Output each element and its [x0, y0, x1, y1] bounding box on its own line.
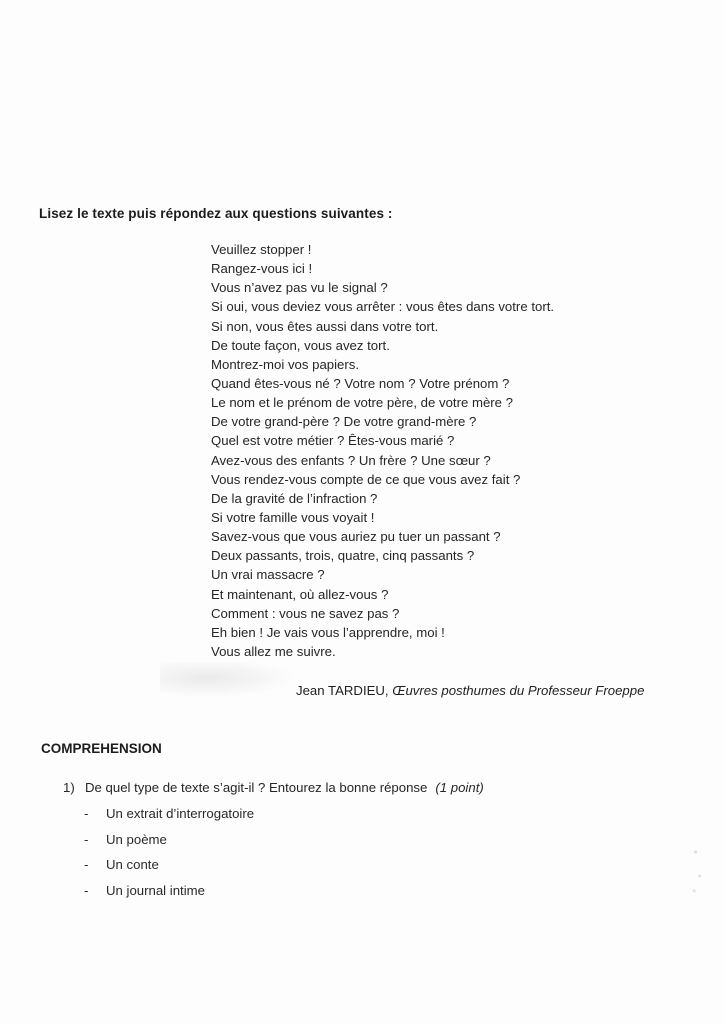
- poem-line: Si oui, vous deviez vous arrêter : vous êtes dans votre tort.: [211, 299, 555, 315]
- poem-line: Rangez-vous ici !: [211, 261, 313, 277]
- poem-line: Savez-vous que vous auriez pu tuer un passant ?: [211, 529, 501, 545]
- question-1: [63, 780, 484, 795]
- poem-line: De toute façon, vous avez tort.: [211, 337, 390, 353]
- source-author: Jean TARDIEU,: [296, 683, 389, 698]
- answer-option[interactable]: [84, 882, 254, 908]
- source-citation: [296, 683, 644, 698]
- poem-line: De votre grand-père ? De votre grand-mère ?: [211, 414, 477, 430]
- dash-bullet: -: [84, 857, 89, 872]
- poem-line: Vous rendez-vous compte de ce que vous avez fait ?: [211, 471, 521, 487]
- poem-line: Si non, vous êtes aussi dans votre tort.: [211, 318, 439, 334]
- poem-line: Veuillez stopper !: [211, 242, 312, 257]
- answer-options: [84, 805, 254, 907]
- question-points: (1 point): [435, 780, 484, 795]
- poem-line: Si votre famille vous voyait !: [211, 509, 375, 525]
- poem-line: Vous allez me suivre.: [211, 643, 336, 659]
- poem-line: Eh bien ! Je vais vous l’apprendre, moi !: [211, 624, 445, 640]
- poem-line: Quel est votre métier ? Êtes-vous marié ?: [211, 433, 455, 449]
- poem-text: [211, 240, 554, 661]
- dash-bullet: -: [84, 882, 89, 898]
- answer-option[interactable]: [84, 805, 254, 831]
- answer-option[interactable]: [84, 831, 254, 857]
- answer-option-label: Un extrait d’interrogatoire: [106, 806, 255, 821]
- answer-option[interactable]: [84, 856, 254, 882]
- instruction-text: Lisez le texte puis répondez aux questions suivantes :: [39, 206, 393, 221]
- question-number: 1): [63, 780, 75, 795]
- poem-line: Comment : vous ne savez pas ?: [211, 605, 400, 621]
- dash-bullet: -: [84, 831, 89, 847]
- poem-line: Le nom et le prénom de votre père, de votre mère ?: [211, 395, 514, 411]
- poem-line: Et maintenant, où allez-vous ?: [211, 586, 389, 602]
- answer-option-label: Un conte: [106, 857, 159, 872]
- poem-line: De la gravité de l’infraction ?: [211, 490, 378, 506]
- dash-bullet: -: [84, 806, 89, 821]
- poem-line: Avez-vous des enfants ? Un frère ? Une sœur ?: [211, 452, 491, 468]
- source-work: Œuvres posthumes du Professeur Froeppe: [392, 683, 645, 698]
- scan-smudge: [160, 662, 295, 698]
- poem-line: Montrez-moi vos papiers.: [211, 356, 360, 372]
- question-text: De quel type de texte s’agit-il ? Entourez la bonne réponse: [85, 780, 428, 795]
- poem-line: Deux passants, trois, quatre, cinq passants ?: [211, 548, 475, 564]
- poem-line: Un vrai massacre ?: [211, 567, 325, 583]
- section-heading: COMPREHENSION: [41, 741, 162, 756]
- poem-line: Quand êtes-vous né ? Votre nom ? Votre prénom ?: [211, 375, 510, 391]
- answer-option-label: Un poème: [106, 831, 167, 847]
- scan-specks: [690, 840, 704, 900]
- answer-option-label: Un journal intime: [106, 882, 205, 898]
- poem-line: Vous n’avez pas vu le signal ?: [211, 280, 388, 296]
